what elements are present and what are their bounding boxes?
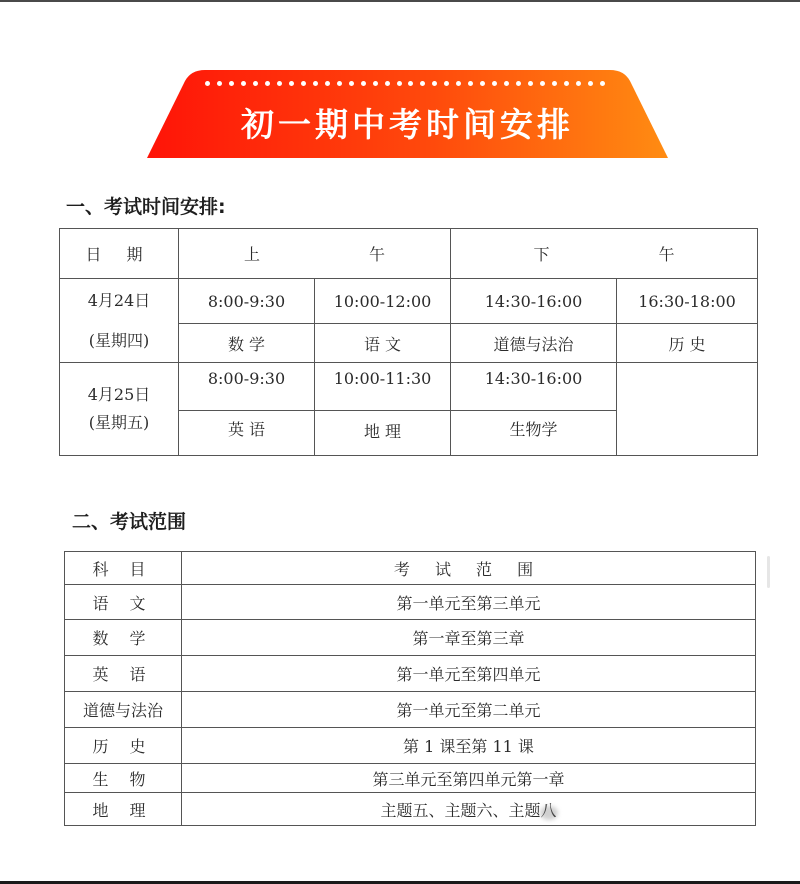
- scope-cell: 第一单元至第三单元: [182, 585, 756, 620]
- table-row: [65, 620, 756, 656]
- section-heading-scope: 二、考试范围: [72, 511, 187, 533]
- table-row: [65, 793, 756, 826]
- table-row: [65, 692, 756, 728]
- subject-cell: 语 文: [315, 324, 451, 363]
- scroll-indicator: [767, 556, 770, 588]
- exam-scope-table: [64, 551, 756, 826]
- subject-cell: 地 理: [65, 793, 182, 826]
- table-header-row: [60, 229, 758, 279]
- time-cell: 14:30-16:00: [451, 279, 617, 324]
- table-row: [65, 585, 756, 620]
- scope-cell: 第一单元至第四单元: [182, 656, 756, 692]
- date-cell: [60, 279, 179, 363]
- header-morning: 上 午: [179, 229, 451, 279]
- table-row: [65, 764, 756, 793]
- subject-cell: 历 史: [65, 728, 182, 764]
- time-cell: 8:00-9:30: [179, 279, 315, 324]
- scope-cell: 第三单元至第四单元第一章: [182, 764, 756, 793]
- scope-cell: 第一单元至第二单元: [182, 692, 756, 728]
- time-cell: 10:00-11:30: [315, 363, 451, 411]
- table-row: [60, 279, 758, 324]
- subject-cell: 英 语: [65, 656, 182, 692]
- empty-cell: [617, 363, 758, 456]
- table-row: [60, 363, 758, 411]
- header-afternoon: 下 午: [451, 229, 758, 279]
- time-cell: 10:00-12:00: [315, 279, 451, 324]
- subject-cell: 语 文: [65, 585, 182, 620]
- page-title: 初一期中考时间安排: [241, 105, 574, 144]
- header-date: 日 期: [60, 229, 179, 279]
- weekday-text: (星期四): [88, 331, 150, 350]
- ink-smudge: [540, 806, 558, 820]
- subject-cell: 数 学: [179, 324, 315, 363]
- header-scope: 考 试 范 围: [182, 552, 756, 585]
- table-header-row: [65, 552, 756, 585]
- subject-cell: 生物学: [451, 411, 617, 456]
- subject-cell: 地 理: [315, 411, 451, 456]
- top-border-line: [0, 0, 800, 2]
- scope-cell: 第一章至第三章: [182, 620, 756, 656]
- header-subject: 科 目: [65, 552, 182, 585]
- title-banner: [147, 69, 668, 158]
- subject-cell: 道德与法治: [451, 324, 617, 363]
- exam-schedule-table: [59, 228, 758, 456]
- time-cell: 8:00-9:30: [179, 363, 315, 411]
- subject-cell: 生 物: [65, 764, 182, 793]
- table-row: [65, 728, 756, 764]
- time-cell: 14:30-16:00: [451, 363, 617, 411]
- time-cell: 16:30-18:00: [617, 279, 758, 324]
- section-heading-schedule: 一、考试时间安排:: [66, 196, 226, 218]
- table-row: [65, 656, 756, 692]
- subject-cell: 数 学: [65, 620, 182, 656]
- weekday-text: (星期五): [88, 413, 150, 432]
- subject-cell: 历 史: [617, 324, 758, 363]
- date-text: 4月24日: [87, 291, 151, 310]
- scope-cell: 第 1 课至第 11 课: [182, 728, 756, 764]
- subject-cell: 英 语: [179, 411, 315, 456]
- date-cell: [60, 363, 179, 456]
- decorative-dots: [205, 81, 605, 87]
- date-text: 4月25日: [87, 385, 151, 404]
- scope-cell: 主题五、主题六、主题八: [182, 793, 756, 826]
- subject-cell: 道德与法治: [65, 692, 182, 728]
